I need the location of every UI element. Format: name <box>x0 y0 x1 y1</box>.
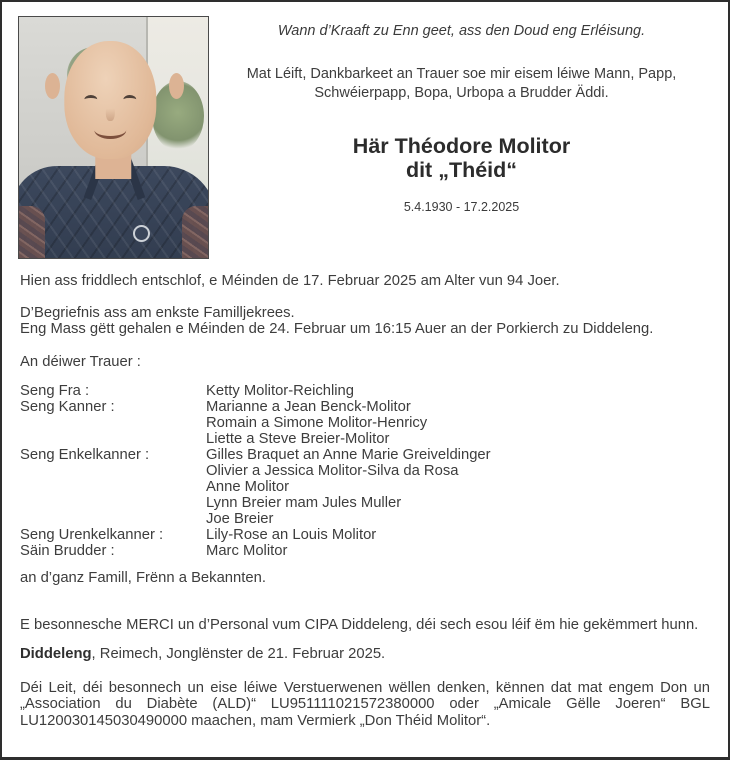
family-row <box>20 399 491 415</box>
intro-text: Mat Léift, Dankbarkeet an Trauer soe mir eisem léiwe Mann, Papp, Schwéierpapp, Bopa, Urbopa a Brudder Äddi. <box>246 66 677 101</box>
deceased-name-line1: Här Théodore Molitor <box>352 134 571 158</box>
family-relation-label <box>20 415 206 431</box>
family-member-name: Romain a Simone Molitor-Henricy <box>206 415 428 431</box>
family-relation-label: Säin Brudder : <box>20 543 115 559</box>
family-relation-label: Seng Enkelkanner : <box>20 447 150 463</box>
funeral-info <box>20 305 710 338</box>
family-member-name: Joe Breier <box>206 511 274 527</box>
epigraph: Wann d’Kraaft zu Enn geet, ass den Doud eng Erléisung. <box>277 23 646 39</box>
dateline-rest: , Reimech, Jonglënster de 21. Februar 2025. <box>91 646 386 662</box>
family-member-name: Liette a Steve Breier-Molitor <box>206 431 390 447</box>
family-relation-label <box>20 495 206 511</box>
family-relation-label: Seng Kanner : <box>20 399 115 415</box>
family-row <box>20 431 491 447</box>
family-list-body <box>20 383 491 559</box>
family-relation-label: Seng Fra : <box>20 383 90 399</box>
photo-vest <box>18 166 209 259</box>
family-member-name: Marianne a Jean Benck-Molitor <box>206 399 411 415</box>
deceased-name-line2: dit „Théid“ <box>405 158 518 182</box>
family-row <box>20 447 491 463</box>
family-outro: an d’ganz Famill, Frënn a Bekannten. <box>20 570 266 586</box>
funeral-line1: D’Begriefnis ass am enkste Familljekrees. <box>20 304 295 321</box>
dateline-place: Diddeleng <box>20 646 92 662</box>
family-member-name: Lynn Breier mam Jules Muller <box>206 495 402 511</box>
portrait-photo <box>18 16 209 259</box>
header <box>2 2 728 259</box>
funeral-line2: Eng Mass gëtt gehalen e Méinden de 24. Februar um 16:15 Auer an der Porkierch zu Diddeleng. <box>20 321 654 337</box>
photo-face <box>64 41 156 159</box>
family-table <box>20 383 491 559</box>
family-row <box>20 383 491 399</box>
death-notice: Hien ass friddlech entschlof, e Méinden de 17. Februar 2025 am Alter vun 94 Joer. <box>20 273 560 289</box>
photo-shirt-sleeve <box>182 206 208 258</box>
family-member-name: Olivier a Jessica Molitor-Silva da Rosa <box>206 463 459 479</box>
photo-ear <box>45 73 60 99</box>
family-member-name: Marc Molitor <box>206 543 288 559</box>
family-row <box>20 543 491 559</box>
donation-paragraph: Déi Leit, déi besonnech un eise léiwe Verstuerwenen wëllen denken, kënnen dat mat engem Don un „Association du Diabète (ALD)“ LU951111021572380000 oder „Amicale Gëlle Joeren“ BGL LU120030145030490000 maachen, mam Vermierk „Don Théid Molitor“. <box>20 679 710 729</box>
photo-nose <box>105 103 114 121</box>
photo-vest-badge <box>133 225 150 242</box>
family-row <box>20 495 491 511</box>
photo-smile <box>94 121 126 139</box>
photo-shirt-sleeve <box>19 206 45 258</box>
family-relation-label <box>20 463 206 479</box>
family-member-name: Ketty Molitor-Reichling <box>206 383 355 399</box>
dateline <box>20 646 710 663</box>
family-member-name: Lily-Rose an Louis Molitor <box>206 527 377 543</box>
family-relation-label: Seng Urenkelkanner : <box>20 527 164 543</box>
family-member-name: Gilles Braquet an Anne Marie Greiveldinger <box>206 447 491 463</box>
mourning-intro: An déiwer Trauer : <box>20 353 141 370</box>
photo-eye <box>84 95 97 104</box>
family-member-name: Anne Molitor <box>206 479 290 495</box>
family-row <box>20 527 491 543</box>
photo-eye <box>123 95 136 104</box>
thanks-paragraph: E besonnesche MERCI un d’Personal vum CIPA Diddeleng, déi sech esou léif ëm hie gekëmmert hunn. <box>20 616 699 633</box>
photo-ear <box>169 73 184 99</box>
life-dates: 5.4.1930 - 17.2.2025 <box>403 200 520 214</box>
family-row <box>20 479 491 495</box>
family-relation-label <box>20 479 206 495</box>
family-relation-label <box>20 511 206 527</box>
family-row <box>20 511 491 527</box>
family-relation-label <box>20 431 206 447</box>
family-row <box>20 415 491 431</box>
header-text <box>209 12 714 259</box>
deceased-name <box>215 134 708 182</box>
family-row <box>20 463 491 479</box>
notice-body <box>2 273 728 729</box>
